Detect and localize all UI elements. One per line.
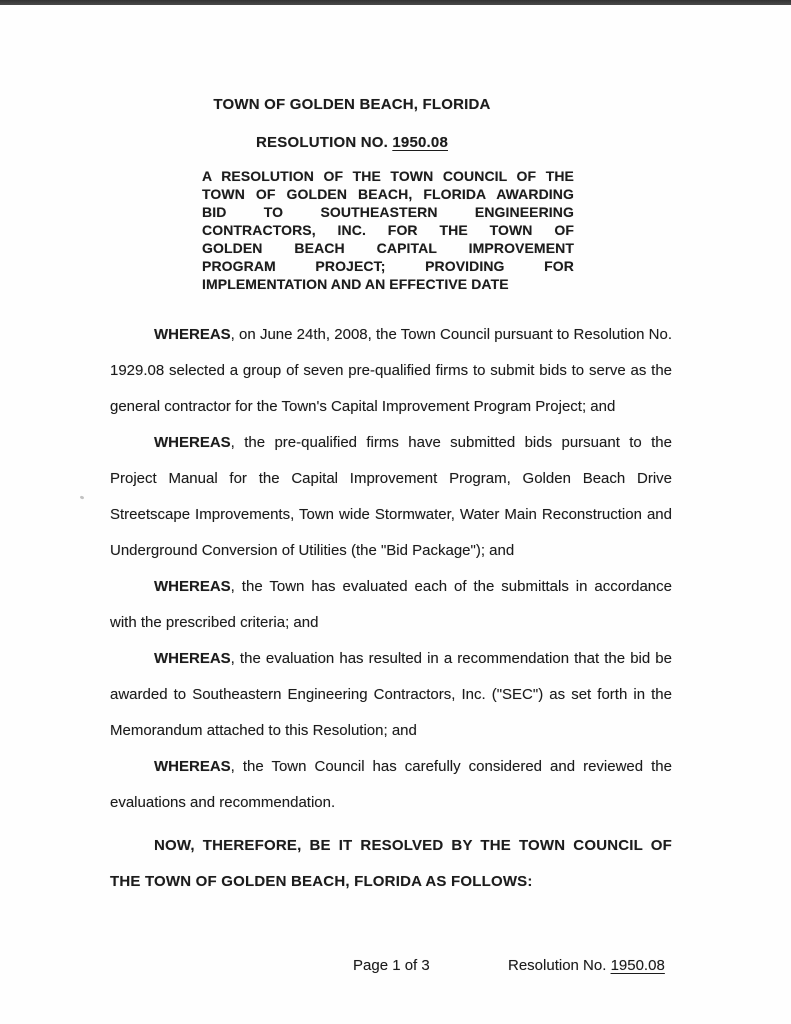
document-title: TOWN OF GOLDEN BEACH, FLORIDA (213, 96, 491, 113)
resolution-body (110, 317, 672, 900)
footer-resolution-label: Resolution No. (508, 957, 611, 974)
whereas-paragraph: WHEREAS, the Town has evaluated each of the submittals in accordance with the prescribed criteria; and (110, 578, 672, 631)
caption-line: PROGRAM PROJECT; PROVIDING FOR (202, 258, 574, 274)
whereas-paragraph: WHEREAS, the pre-qualified firms have submitted bids pursuant to the Project Manual for the Capital Improvement Program, Golden Beach Drive Streetscape Improvements, Town wide Stormwater, Water Main Reconstruction and Underground Conversion of Utilities (the "Bid Package"); and (110, 434, 672, 559)
caption-line: TOWN OF GOLDEN BEACH, FLORIDA AWARDING (202, 186, 574, 202)
whereas-lead: WHEREAS (154, 434, 231, 451)
resolution-heading-label: RESOLUTION NO. (256, 134, 393, 151)
caption-line: A RESOLUTION OF THE TOWN COUNCIL OF THE (202, 168, 574, 184)
whereas-lead: WHEREAS (154, 758, 231, 775)
caption-line: CONTRACTORS, INC. FOR THE TOWN OF (202, 222, 574, 238)
whereas-paragraph: WHEREAS, on June 24th, 2008, the Town Council pursuant to Resolution No. 1929.08 selected a group of seven pre-qualified firms to submit bids to serve as the general contractor for the Town's Capital Improvement Program Project; and (110, 326, 672, 415)
whereas-lead: WHEREAS (154, 578, 231, 595)
resolution-heading-number: 1950.08 (392, 134, 448, 151)
whereas-lead: WHEREAS (154, 326, 231, 343)
whereas-paragraph: WHEREAS, the evaluation has resulted in a recommendation that the bid be awarded to Southeastern Engineering Contractors, Inc. ("SEC") as set forth in the Memorandum attached to this Resolution; and (110, 650, 672, 739)
footer-resolution-ref (508, 957, 665, 974)
resolution-caption (202, 167, 574, 293)
caption-line: IMPLEMENTATION AND AN EFFECTIVE DATE (202, 276, 509, 292)
footer-resolution-number: 1950.08 (610, 957, 665, 974)
whereas-lead: WHEREAS (154, 650, 231, 667)
resolved-clause: NOW, THEREFORE, BE IT RESOLVED BY THE TOWN COUNCIL OF THE TOWN OF GOLDEN BEACH, FLORIDA AS FOLLOWS: (110, 837, 672, 890)
whereas-paragraph: WHEREAS, the Town Council has carefully considered and reviewed the evaluations and recommendation. (110, 758, 672, 811)
scan-speck-artifact (80, 495, 85, 499)
document-footer (110, 957, 672, 981)
page-indicator: Page 1 of 3 (353, 957, 430, 974)
caption-line: BID TO SOUTHEASTERN ENGINEERING (202, 204, 574, 220)
caption-line: GOLDEN BEACH CAPITAL IMPROVEMENT (202, 240, 574, 256)
scan-edge-artifact (0, 0, 791, 5)
resolution-number-heading (71, 134, 633, 151)
